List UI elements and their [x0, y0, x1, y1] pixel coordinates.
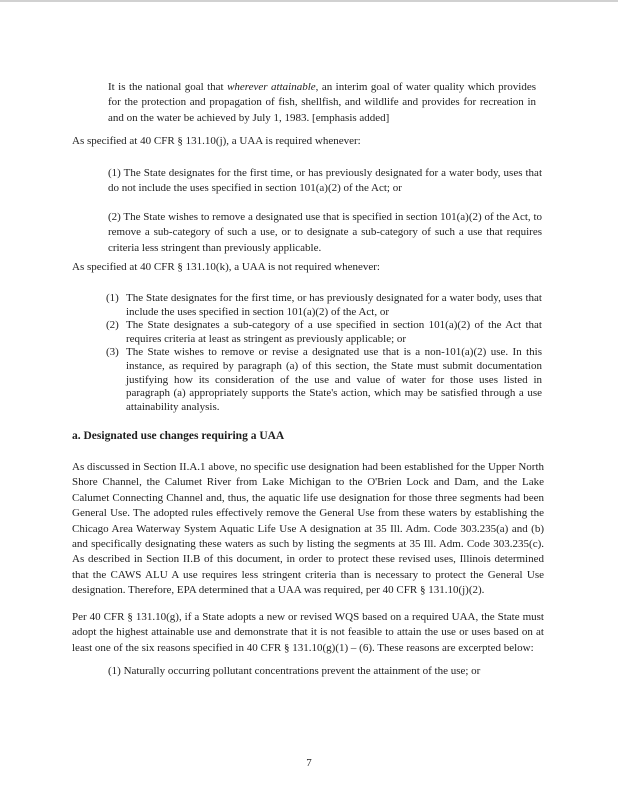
discussion-paragraph: As discussed in Section II.A.1 above, no specific use designation had been established for the Upper North Shore Channel, the Calumet River from Lake Michigan to the O'Brien Lock and Dam, and the Lake Calumet Connecting Channel and, thus, the aquatic life use designation for those three segments had been General Use. The adopted rules effectively remove the General Use from these waters by establishing the Chicago Area Waterway System Aquatic Life Use A designation at 35 Ill. Adm. Code 303.235(a) and (b) and specifically designating these waters as such by listing the segments at 35 Ill. Adm. Code 303.235(c). As described in Section II.B of this document, in order to protect these revised uses, Illinois determined that the CAWS ALU A use requires less stringent criteria than is necessary to protect the General Use designation. Therefore, EPA determined that a UAA was required, per 40 CFR § 131.10(j)(2). [72, 461, 544, 597]
uaa-required-item-2: (2) The State wishes to remove a designated use that is specified in section 101(a)(2) of the Act, to remove a sub-category of such a use, or to designate a sub-category of such a use that requires criteria less stringent than previously applicable. [108, 211, 542, 254]
uaa-required-intro: As specified at 40 CFR § 131.10(j), a UAA is required whenever: [72, 135, 361, 147]
quote-text-start: It is the national goal that [108, 81, 228, 93]
list-item-text: The State wishes to remove or revise a designated use that is a non-101(a)(2) use. In this instance, as required by paragraph (a) of this section, the State must submit documentation justifying how its consideration of the use and value of water for those uses listed in paragraph (a) appropriately supports the State's action, which may be satisfied through a use attainability analysis. [126, 346, 542, 413]
page-number: 7 [306, 757, 312, 769]
list-item-number: (2) [106, 319, 119, 332]
uaa-not-required-intro: As specified at 40 CFR § 131.10(k), a UAA is not required whenever: [72, 261, 380, 273]
quoted-goal-paragraph [108, 80, 536, 126]
list-item-text: The State designates for the first time, or has previously designated for a water body, uses that include the uses specified in section 101(a)(2) of the Act, or [126, 292, 542, 318]
uaa-required-item-1: (1) The State designates for the first time, or has previously designated for a water body, uses that do not include the uses specified in section 101(a)(2) of the Act; or [108, 167, 542, 195]
list-item-number: (3) [106, 346, 119, 359]
scan-edge [0, 0, 618, 2]
per-cfr-paragraph: Per 40 CFR § 131.10(g), if a State adopts a new or revised WQS based on a required UAA, the State must adopt the highest attainable use and demonstrate that it is not feasible to attain the use or uses based on at least one of the six reasons specified in 40 CFR § 131.10(g)(1) – (6). These reasons are excerpted below: [72, 611, 544, 654]
reason-1: (1) Naturally occurring pollutant concentrations prevent the attainment of the use; or [108, 665, 481, 677]
list-item [106, 346, 542, 414]
list-item [106, 319, 542, 346]
quote-emphasis: wherever attainable [227, 81, 316, 93]
quote-text-end: , an interim goal of water quality which provides for the protection and propagation of fish, shellfish, and wildlife and provides for recreation in and on the water be achieved by July 1, 1983. [emphasis added] [108, 81, 536, 124]
uaa-not-required-list [106, 292, 542, 414]
list-item-number: (1) [106, 292, 119, 304]
list-item-text: The State designates a sub-category of a use specified in section 101(a)(2) of the Act that requires criteria at least as stringent as previously applicable; or [126, 319, 542, 345]
list-item [106, 292, 542, 319]
section-heading: a. Designated use changes requiring a UAA [72, 430, 285, 442]
